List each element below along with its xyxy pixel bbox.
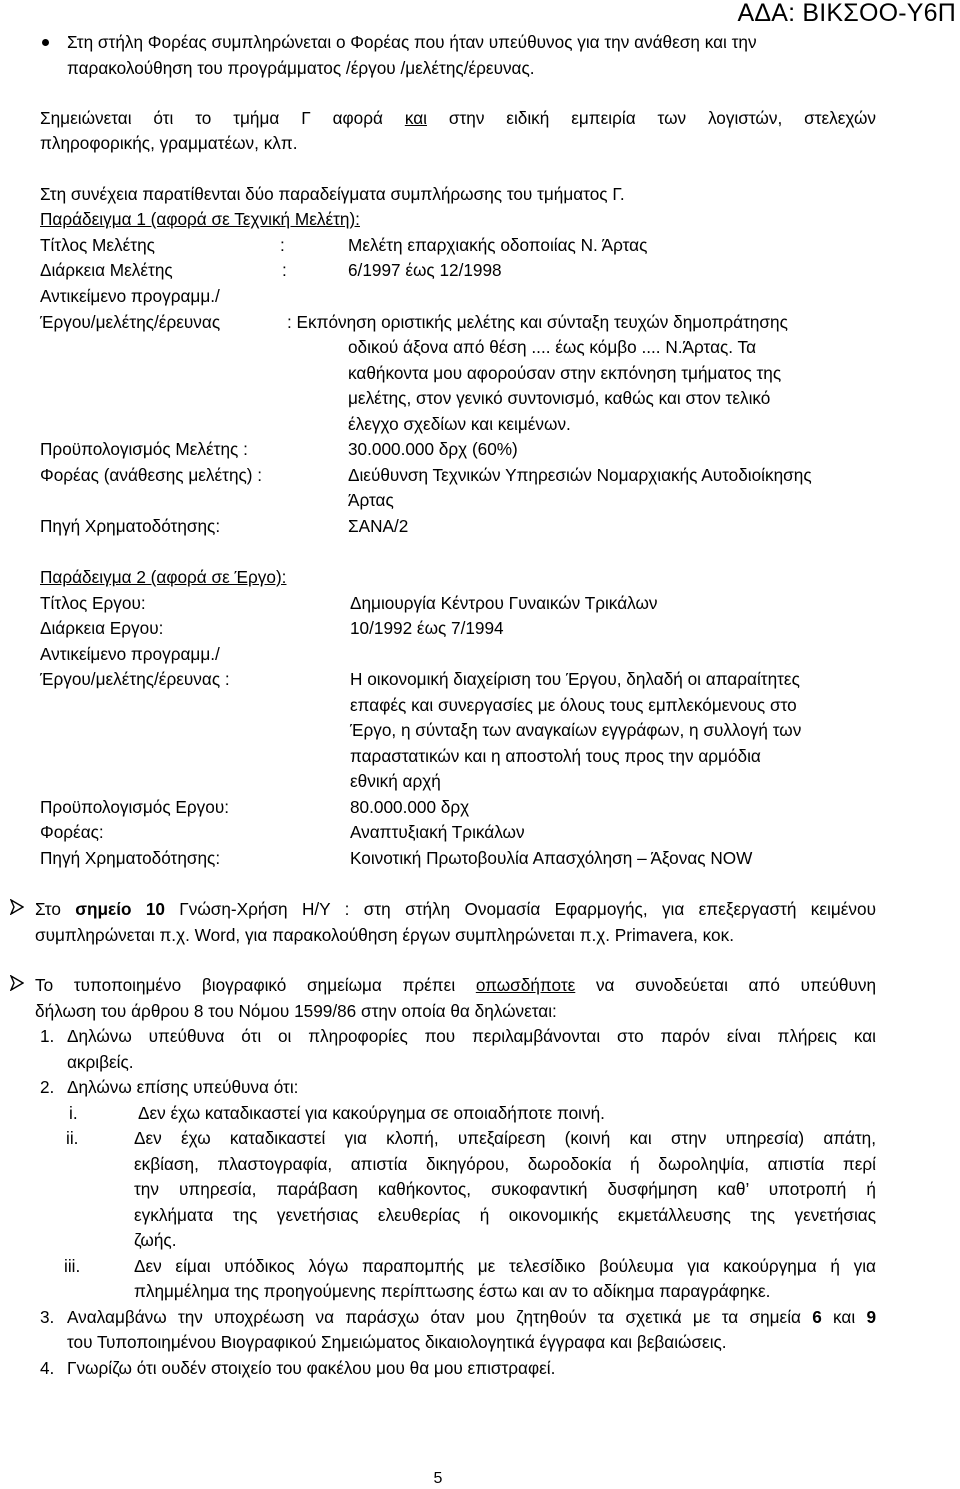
- example2-budget-label: Προϋπολογισμός Εργου:: [40, 797, 229, 817]
- example2-funding-value: Κοινοτική Πρωτοβουλία Απασχόληση – Άξονας NOW: [350, 848, 753, 868]
- item1-number: 1.: [40, 1026, 55, 1046]
- item2-line1: Δηλώνω επίσης υπεύθυνα ότι:: [67, 1077, 299, 1097]
- sub-ii-line4: εγκλήματα της γενετήσιας ελευθερίας ή οικονομικής εκμετάλλευσης της γενετήσιας: [134, 1205, 876, 1225]
- sub-ii-line2: εκβίαση, πλαστογραφία, απιστία δικηγόρου, δωροδοκία ή δωροληψία, απιστία περί: [134, 1154, 876, 1174]
- sub-i-text: Δεν έχω καταδικαστεί για κακούργημα σε οποιαδήποτε ποινή.: [138, 1103, 605, 1123]
- item1-line1: Δηλώνω υπεύθυνα ότι οι πληροφορίες που περιλαμβάνονται στο παρόν είναι πλήρεις και: [67, 1026, 876, 1046]
- point10-line2: συμπληρώνεται π.χ. Word, για παρακολούθηση έργων συμπληρώνεται π.χ. Primavera, κοκ.: [35, 925, 734, 945]
- example1-object-value2: οδικού άξονα από θέση .... έως κόμβο .... Ν.Άρτας. Τα: [348, 337, 757, 357]
- sub-i-number: i.: [69, 1103, 78, 1123]
- example1-title-label: Τίτλος Μελέτης: [40, 235, 155, 255]
- sub-ii-line3: την υπηρεσία, παράβαση καθήκοντος, συκοφαντική δυσφήμηση καθ’ υποτροπή ή: [134, 1179, 876, 1199]
- intro-bullet-line2: παρακολούθηση του προγράμματος /έργου /μελέτης/έρευνας.: [67, 58, 535, 78]
- sub-ii-number: ii.: [66, 1128, 79, 1148]
- item1-line2: ακριβείς.: [67, 1052, 134, 1072]
- sub-iii-number: iii.: [64, 1256, 81, 1276]
- point10-line1: Στο σημείο 10 Γνώση-Χρήση Η/Υ : στη στήλη Ονομασία Εφαρμογής, για επεξεργαστή κειμένου: [35, 899, 876, 919]
- example1-budget-value: 30.000.000 δρχ (60%): [348, 439, 518, 459]
- arrow-bullet-icon: [10, 899, 24, 919]
- example2-funding-label: Πηγή Χρηματοδότησης:: [40, 848, 221, 868]
- item3-line1: Αναλαμβάνω την υποχρέωση να παράσχω όταν μου ζητηθούν τα σχετικά με τα σημεία 6 και 9: [67, 1307, 876, 1327]
- bullet-dot-icon: [42, 39, 49, 46]
- note-line1: Σημειώνεται ότι το τμήμα Γ αφορά και στην ειδική εμπειρία των λογιστών, στελεχών: [40, 108, 876, 128]
- example1-title-value: Μελέτη επαρχιακής οδοποιίας Ν. Άρτας: [348, 235, 648, 255]
- item3-number: 3.: [40, 1307, 55, 1327]
- note-line2: πληροφορικής, γραμματέων, κλπ.: [40, 133, 298, 153]
- sub-ii-line5: ζωής.: [134, 1230, 177, 1250]
- arrow-bullet-icon: [10, 975, 24, 995]
- example1-object-value4: μελέτης, στον γενικό συντονισμό, καθώς και στον τελικό: [348, 388, 771, 408]
- intro-bullet-line1: Στη στήλη Φορέας συμπληρώνεται ο Φορέας που ήταν υπεύθυνος για την ανάθεση και την: [67, 32, 757, 52]
- example1-heading: Παράδειγμα 1 (αφορά σε Τεχνική Μελέτη):: [40, 209, 360, 229]
- item4-number: 4.: [40, 1358, 55, 1378]
- example1-agency-label: Φορέας (ανάθεσης μελέτης) :: [40, 465, 263, 485]
- declaration-line1: Το τυποποιημένο βιογραφικό σημείωμα πρέπει οπωσδήποτε να συνοδεύεται από υπεύθυνη: [35, 975, 877, 995]
- example2-title-label: Τίτλος Εργου:: [40, 593, 146, 613]
- example1-agency-value2: Άρτας: [348, 490, 394, 510]
- example2-object-value5: εθνική αρχή: [350, 771, 441, 791]
- example1-duration-label: Διάρκεια Μελέτης: [40, 260, 173, 280]
- example2-object-label1: Αντικείμενο προγραμμ./: [40, 644, 220, 664]
- example1-agency-value1: Διεύθυνση Τεχνικών Υπηρεσιών Νομαρχιακής Αυτοδιοίκησης: [348, 465, 812, 485]
- page-number: 5: [433, 1470, 443, 1487]
- example1-duration-colon: :: [282, 260, 287, 280]
- item3-line2: του Τυποποιημένου Βιογραφικού Σημειώματος δικαιολογητικά έγγραφα και βεβαιώσεις.: [67, 1332, 727, 1352]
- item2-number: 2.: [40, 1077, 55, 1097]
- example2-object-value2: επαφές και συνεργασίες με όλους τους εμπλεκόμενους στο: [350, 695, 797, 715]
- continue-text: Στη συνέχεια παρατίθενται δύο παραδείγματα συμπλήρωσης του τμήματος Γ.: [40, 184, 625, 204]
- example2-object-value4: παραστατικών και η αποστολή τους προς την αρμόδια: [350, 746, 761, 766]
- example2-duration-value: 10/1992 έως 7/1994: [350, 618, 504, 638]
- example1-object-value3: καθήκοντα μου αφορούσαν στην εκπόνηση τμήματος της: [348, 363, 782, 383]
- example2-duration-label: Διάρκεια Εργου:: [40, 618, 164, 638]
- declaration-line2: δήλωση του άρθρου 8 του Νόμου 1599/86 στην οποία θα δηλώνεται:: [35, 1001, 557, 1021]
- sub-iii-line2: πλημμέλημα της προηγούμενης περίπτωσης έστω και αν το αδίκημα παραγράφηκε.: [134, 1281, 771, 1301]
- ada-code: ΑΔΑ: ΒΙΚΣΟΟ-Υ6Π: [737, 0, 956, 27]
- example2-agency-label: Φορέας:: [40, 822, 104, 842]
- example2-heading: Παράδειγμα 2 (αφορά σε Έργο):: [40, 567, 287, 587]
- example1-object-value5: έλεγχο σχεδίων και κειμένων.: [348, 414, 571, 434]
- example2-title-value: Δημιουργία Κέντρου Γυναικών Τρικάλων: [350, 593, 658, 613]
- example1-object-value1: : Εκπόνηση οριστικής μελέτης και σύνταξη τευχών δημοπράτησης: [287, 312, 788, 332]
- example2-object-label2: Έργου/μελέτης/έρευνας :: [40, 669, 230, 689]
- example1-funding-label: Πηγή Χρηματοδότησης:: [40, 516, 221, 536]
- sub-iii-line1: Δεν είμαι υπόδικος λόγω παραπομπής με τελεσίδικο βούλευμα για κακούργημα ή για: [134, 1256, 876, 1276]
- example2-object-value3: Έργο, η σύνταξη των αναγκαίων εγγράφων, η συλλογή των: [350, 720, 802, 740]
- example1-object-label2: Έργου/μελέτης/έρευνας: [40, 312, 221, 332]
- example1-object-label1: Αντικείμενο προγραμμ./: [40, 286, 220, 306]
- example1-title-colon: :: [280, 235, 285, 255]
- example1-funding-value: ΣΑΝΑ/2: [348, 516, 409, 536]
- example1-budget-label: Προϋπολογισμός Μελέτης :: [40, 439, 248, 459]
- example2-object-value1: Η οικονομική διαχείριση του Έργου, δηλαδή οι απαραίτητες: [350, 669, 800, 689]
- example2-agency-value: Αναπτυξιακή Τρικάλων: [350, 822, 525, 842]
- item4-text: Γνωρίζω ότι ουδέν στοιχείο του φακέλου μου θα μου επιστραφεί.: [67, 1358, 556, 1378]
- sub-ii-line1: Δεν έχω καταδικαστεί για κλοπή, υπεξαίρεση (κοινή και στην υπηρεσία) απάτη,: [134, 1128, 876, 1148]
- example1-duration-value: 6/1997 έως 12/1998: [348, 260, 502, 280]
- example2-budget-value: 80.000.000 δρχ: [350, 797, 470, 817]
